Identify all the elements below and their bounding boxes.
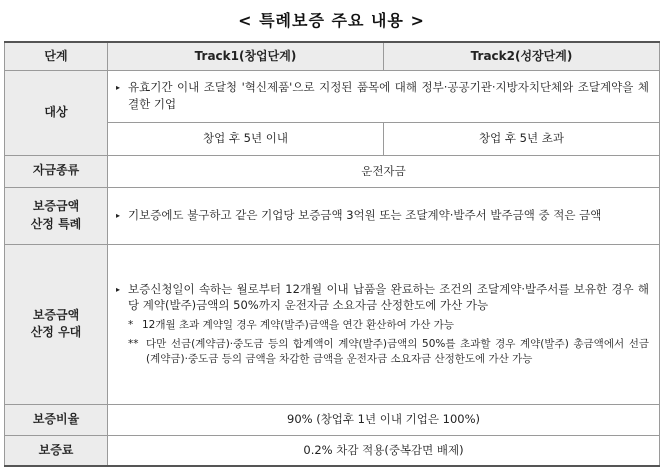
note-1-mark: *: [128, 318, 134, 331]
special-limit-description: [108, 187, 660, 244]
preference-text: 보증신청일이 속하는 월로부터 12개월 이내 납품을 완료하는 조건의 조달계약·발주서를 보유한 경우 해당 계약(발주)금액의 50%까지 운전자금 소요자금 산정한도에 가산 가능: [128, 281, 649, 313]
guarantee-summary-table: [4, 41, 660, 467]
bullet-icon: ▸: [116, 211, 121, 221]
target-track2: 창업 후 5년 초과: [384, 122, 660, 155]
fund-type-value: 운전자금: [108, 155, 660, 187]
header-stage: 단계: [5, 42, 108, 70]
note-2-mark: **: [128, 338, 139, 351]
header-track2: Track2(성장단계): [384, 42, 660, 70]
special-limit-label: 보증금액 산정 특례: [5, 187, 108, 244]
preference-description: [108, 244, 660, 404]
target-text: 유효기간 이내 조달청 '혁신제품'으로 지정된 품목에 대해 정부·공공기관·지방자치단체와 조달계약을 체결한 기업: [128, 80, 649, 111]
special-limit-row: [5, 187, 660, 244]
header-track1: Track1(창업단계): [108, 42, 384, 70]
target-description: [108, 70, 660, 122]
target-track1: 창업 후 5년 이내: [108, 122, 384, 155]
note-2: [116, 337, 649, 367]
special-limit-text: 기보증에도 불구하고 같은 기업당 보증금액 3억원 또는 조달계약·발주서 발주금액 중 적은 금액: [128, 208, 602, 223]
table-header-row: [5, 42, 660, 70]
page-title: < 특례보증 주요 내용 >: [238, 11, 425, 30]
preference-label: 보증금액 산정 우대: [5, 244, 108, 404]
fee-label: 보증료: [5, 435, 108, 466]
target-label: 대상: [5, 70, 108, 155]
note-1-text: 12개월 초과 계약일 경우 계약(발주)금액을 연간 환산하여 가산 가능: [142, 318, 454, 331]
fund-type-row: [5, 155, 660, 187]
preference-row: [5, 244, 660, 404]
fee-value: 0.2% 차감 적용(중복감면 배제): [108, 435, 660, 466]
ratio-label: 보증비율: [5, 404, 108, 435]
bullet-icon: ▸: [116, 83, 121, 93]
bullet-icon: ▸: [116, 284, 121, 294]
note-2-text: 다만 선금(계약금)·중도금 등의 합계액이 계약(발주)금액의 50%를 초과할 경우 계약(발주) 총금액에서 선금(계약금)·중도금 등의 금액을 차감한 금액을 운전자금 소요자금 산정한도에 가산 가능: [146, 338, 649, 366]
note-1: [116, 318, 649, 333]
fee-row: [5, 435, 660, 466]
fund-type-label: 자금종류: [5, 155, 108, 187]
ratio-row: [5, 404, 660, 435]
ratio-value: 90% (창업후 1년 이내 기업은 100%): [108, 404, 660, 435]
target-row: [5, 70, 660, 122]
